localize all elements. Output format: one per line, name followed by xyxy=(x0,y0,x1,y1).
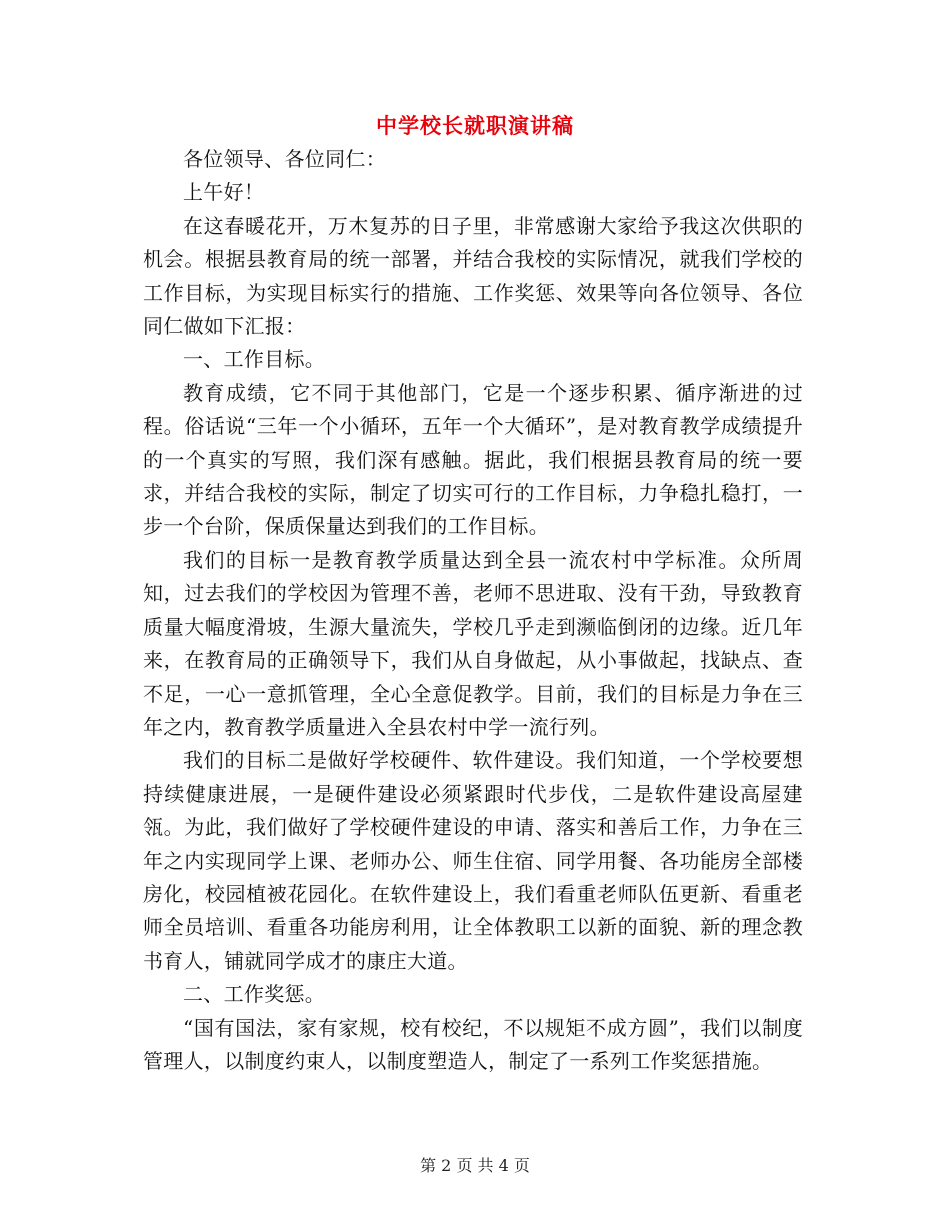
section-heading-goals: 一、工作目标。 xyxy=(183,347,326,372)
paragraph-greeting: 各位领导、各位同仁： xyxy=(183,147,386,171)
paragraph-goal-two: 我们的目标二是做好学校硬件、软件建设。我们知道，一个学校要想持续健康进展，一是硬件建设必须紧跟时代步伐，二是软件建设高屋建瓴。为此，我们做好了学校硬件建设的申请、落实和善后工作，力争在三年之内实现同学上课、老师办公、师生住宿、同学用餐、各功能房全部楼房化，校园植被花园化。在软件建设上，我们看重老师队伍更新、看重老师全员培训、看重各功能房利用，让全体教职工以新的面貌、新的理念教书育人，铺就同学成才的康庄大道。 xyxy=(143,748,803,973)
paragraph-education-results: 教育成绩，它不同于其他部门，它是一个逐步积累、循序渐进的过程。俗话说“三年一个小循环，五年一个大循环”，是对教育教学成绩提升的一个真实的写照，我们深有感触。据此，我们根据县教育局的统一要求，并结合我校的实际，制定了切实可行的工作目标，力争稳扎稳打，一步一个台阶，保质保量达到我们的工作目标。 xyxy=(143,380,803,539)
paragraph-goal-one: 我们的目标一是教育教学质量达到全县一流农村中学标准。众所周知，过去我们的学校因为管理不善，老师不思进取、没有干劲，导致教育质量大幅度滑坡，生源大量流失，学校几乎走到濒临倒闭的边缘。近几年来，在教育局的正确领导下，我们从自身做起，从小事做起，找缺点、查不足，一心一意抓管理，全心全意促教学。目前，我们的目标是力争在三年之内，教育教学质量进入全县农村中学一流行列。 xyxy=(143,547,803,739)
paragraph-intro: 在这春暖花开，万木复苏的日子里，非常感谢大家给予我这次供职的机会。根据县教育局的统一部署，并结合我校的实际情况，就我们学校的工作目标，为实现目标实行的措施、工作奖惩、效果等向各位领导、各位同仁做如下汇报： xyxy=(143,213,803,339)
paragraph-salutation: 上午好！ xyxy=(183,180,265,205)
document-body xyxy=(143,143,803,1078)
page-number-footer: 第 2 页 共 4 页 xyxy=(420,1156,530,1175)
paragraph-rules: “国有国法，家有家规，校有校纪，不以规矩不成方圆”，我们以制度管理人，以制度约束人，以制度塑造人，制定了一系列工作奖惩措施。 xyxy=(143,1015,803,1073)
section-heading-rewards: 二、工作奖惩。 xyxy=(183,982,326,1007)
document-title: 中学校长就职演讲稿 xyxy=(376,114,574,138)
